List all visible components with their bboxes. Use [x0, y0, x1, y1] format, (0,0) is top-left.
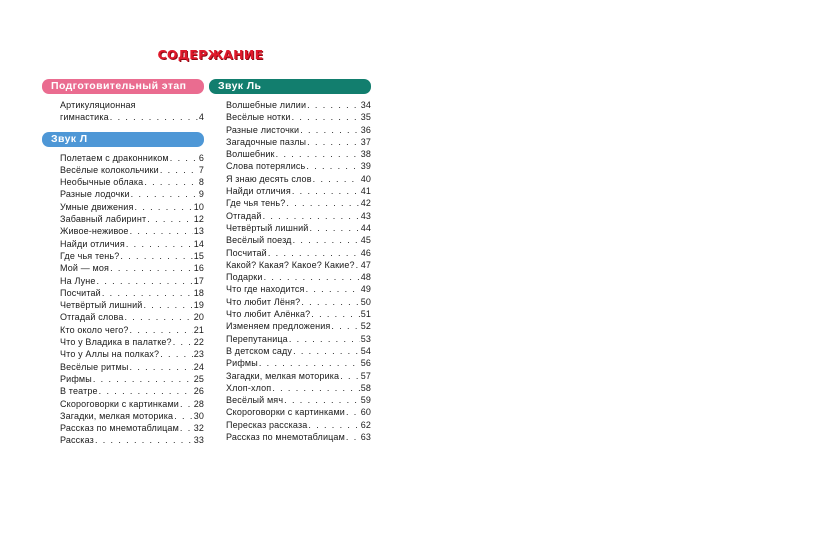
dot-leader	[307, 136, 360, 148]
dot-leader	[340, 370, 359, 382]
toc-entry-title: Весёлый поезд	[226, 235, 292, 246]
toc-entry-page: 37	[360, 136, 371, 147]
section-header-sound-l-soft[interactable]: Звук Ль	[209, 79, 371, 94]
toc-entry[interactable]	[226, 259, 371, 271]
dot-leader	[135, 201, 193, 213]
toc-entry[interactable]	[60, 287, 204, 299]
toc-entry[interactable]	[60, 398, 204, 410]
dot-leader	[95, 434, 193, 446]
toc-entry-page: 28	[193, 398, 204, 409]
toc-entry[interactable]	[226, 111, 371, 123]
dot-leader	[147, 213, 192, 225]
dot-leader	[346, 431, 360, 443]
dot-leader	[356, 259, 360, 271]
dot-leader	[125, 311, 193, 323]
toc-entry-page: 15	[193, 250, 204, 261]
toc-entry-title: Что у Владика в палатке?	[60, 337, 172, 348]
toc-entry-title: В детском саду	[226, 345, 293, 356]
toc-entry[interactable]	[60, 373, 204, 385]
toc-entry[interactable]	[226, 222, 371, 234]
toc-entry-title: Что у Аллы на полках?	[60, 349, 160, 360]
toc-entry-title: Весёлые нотки	[226, 112, 291, 123]
page-title: СОДЕРЖАНИЕ	[157, 47, 264, 62]
toc-entry-title: Слова потерялись	[226, 161, 306, 172]
toc-entry[interactable]	[226, 124, 371, 136]
toc-entry-title: Рифмы	[226, 358, 258, 369]
toc-entry[interactable]	[226, 234, 371, 246]
toc-entry-title: Где чья тень?	[60, 250, 120, 261]
dot-leader	[313, 173, 360, 185]
toc-entry-title: Найди отличия	[60, 238, 125, 249]
toc-entry-title: Хлоп-хлоп	[226, 382, 272, 393]
toc-entry-page: 63	[360, 432, 371, 443]
dot-leader	[144, 176, 198, 188]
toc-entry-title: Четвёртый лишний	[60, 300, 143, 311]
toc-entry-page: 48	[360, 272, 371, 283]
toc-entry-page: 35	[360, 112, 371, 123]
toc-entry[interactable]	[226, 197, 371, 209]
toc-entry[interactable]	[60, 385, 204, 397]
toc-entry-title: Отгадай	[226, 210, 262, 221]
toc-entry-title: Мой — моя	[60, 263, 110, 274]
toc-entry[interactable]	[60, 348, 204, 360]
dot-leader	[180, 422, 193, 434]
dot-leader	[180, 398, 193, 410]
dot-leader	[306, 160, 359, 172]
toc-entry[interactable]	[60, 213, 204, 225]
dot-leader	[93, 373, 193, 385]
toc-entry-title: Весёлый мяч	[226, 395, 284, 406]
toc-entry-page: 51	[360, 309, 371, 320]
toc-entry[interactable]	[226, 136, 371, 148]
toc-left-column	[42, 79, 204, 447]
toc-entry-title: Где чья тень?	[226, 198, 286, 209]
toc-entry-page: 14	[193, 238, 204, 249]
toc-entry[interactable]	[60, 225, 204, 237]
toc-entry-page: 34	[360, 100, 371, 110]
toc-entry[interactable]	[60, 250, 204, 262]
toc-entry-page: 24	[193, 361, 204, 372]
dot-leader	[346, 406, 360, 418]
toc-entry[interactable]	[226, 333, 371, 345]
toc-entry-page: 57	[360, 370, 371, 381]
dot-leader	[292, 111, 360, 123]
toc-entry-page: 47	[360, 259, 371, 270]
toc-entry[interactable]	[226, 296, 371, 308]
toc-entry[interactable]	[60, 275, 204, 287]
toc-entry[interactable]	[226, 394, 371, 406]
dot-leader	[173, 336, 193, 348]
toc-entry-title: Какой? Какая? Какое? Какие?	[226, 259, 355, 270]
dot-leader	[143, 299, 192, 311]
toc-entry-page: 42	[360, 198, 371, 209]
toc-entry-page: 62	[360, 419, 371, 430]
toc-entry[interactable]	[226, 370, 371, 382]
dot-leader	[292, 185, 360, 197]
sound-l-soft-entries	[209, 99, 371, 443]
toc-entry-page: 19	[193, 300, 204, 311]
toc-entry[interactable]	[60, 434, 204, 446]
toc-entry-page: 36	[360, 124, 371, 135]
toc-entry-title: Полетаем с драконником	[60, 152, 169, 163]
dot-leader	[307, 99, 360, 111]
toc-entry[interactable]	[60, 176, 204, 188]
toc-entry-title: Загадки, мелкая моторика	[226, 370, 340, 381]
toc-entry[interactable]	[60, 422, 204, 434]
toc-entry-title: Перепутаница	[226, 333, 288, 344]
section-header-sound-l[interactable]: Звук Л	[42, 132, 204, 147]
toc-entry-page: 41	[360, 186, 371, 197]
toc-entry-page: 18	[193, 287, 204, 298]
toc-entry-title: Разные листочки	[226, 124, 300, 135]
toc-entry-title: Посчитай	[226, 247, 267, 258]
dot-leader	[300, 124, 359, 136]
toc-entry-title: Подарки	[226, 272, 263, 283]
dot-leader	[97, 275, 193, 287]
toc-entry[interactable]	[60, 188, 204, 200]
toc-entry-page: 30	[193, 410, 204, 421]
toc-entry-page: 7	[198, 164, 204, 175]
dot-leader	[289, 333, 360, 345]
toc-entry[interactable]	[226, 283, 371, 295]
toc-entry[interactable]	[60, 238, 204, 250]
toc-entry[interactable]	[60, 324, 204, 336]
dot-leader	[272, 382, 359, 394]
toc-entry-page: 6	[198, 152, 204, 163]
toc-entry-page: 22	[193, 337, 204, 348]
dot-leader	[170, 152, 198, 164]
toc-entry-title: Загадочные пазлы	[226, 136, 307, 147]
toc-entry[interactable]	[226, 345, 371, 357]
dot-leader	[309, 222, 359, 234]
toc-entry-page: 8	[198, 177, 204, 188]
toc-entry[interactable]	[60, 262, 204, 274]
toc-entry-title: Кто около чего?	[60, 324, 129, 335]
dot-leader	[268, 247, 360, 259]
toc-entry-page: 60	[360, 407, 371, 418]
dot-leader	[311, 308, 359, 320]
preparation-entries	[42, 99, 204, 124]
toc-entry-title: Разные лодочки	[60, 189, 130, 200]
toc-entry-title: Рассказ по мнемотаблицам	[226, 432, 345, 443]
toc-entry[interactable]	[60, 164, 204, 176]
dot-leader	[160, 164, 198, 176]
toc-entry-page: 21	[193, 324, 204, 335]
toc-entry-title: В театре	[60, 386, 98, 397]
dot-leader	[130, 225, 193, 237]
dot-leader	[130, 361, 193, 373]
toc-entry[interactable]	[226, 320, 371, 332]
toc-entry-page: 4	[198, 112, 204, 123]
toc-entry-page: 13	[193, 226, 204, 237]
toc-entry-title: Посчитай	[60, 287, 101, 298]
toc-entry[interactable]	[60, 299, 204, 311]
toc-entry-page: 16	[193, 263, 204, 274]
toc-entry-title: Волшебные лилии	[226, 100, 307, 110]
toc-entry[interactable]	[226, 357, 371, 369]
dot-leader	[331, 320, 359, 332]
toc-entry[interactable]	[60, 336, 204, 348]
toc-entry[interactable]	[226, 247, 371, 259]
toc-entry-title-line: Артикуляционная	[60, 100, 136, 110]
toc-entry-title: Рассказ по мнемотаблицам	[60, 423, 179, 434]
dot-leader	[264, 271, 360, 283]
toc-entry[interactable]	[60, 361, 204, 373]
toc-entry-title: Весёлые колокольчики	[60, 164, 159, 175]
toc-entry-page: 52	[360, 321, 371, 332]
dot-leader	[263, 210, 360, 222]
dot-leader	[99, 385, 193, 397]
toc-entry-page: 32	[193, 423, 204, 434]
dot-leader	[174, 410, 192, 422]
dot-leader	[131, 188, 198, 200]
toc-entry-page: 10	[193, 201, 204, 212]
toc-right-column	[209, 79, 371, 443]
toc-entry-title: Скороговорки с картинками	[226, 407, 345, 418]
toc-entry-page: 26	[193, 386, 204, 397]
toc-entry[interactable]	[226, 173, 371, 185]
toc-entry[interactable]	[226, 308, 371, 320]
dot-leader	[126, 238, 193, 250]
toc-entry-title: Изменяем предложения	[226, 321, 331, 332]
dot-leader	[306, 283, 360, 295]
toc-entry-page: 9	[198, 189, 204, 200]
toc-entry-page: 43	[360, 210, 371, 221]
toc-entry-title: Рифмы	[60, 373, 92, 384]
toc-entry-title: Найди отличия	[226, 186, 291, 197]
dot-leader	[293, 345, 360, 357]
toc-entry[interactable]	[226, 148, 371, 160]
toc-entry[interactable]	[60, 410, 204, 422]
toc-entry-page: 39	[360, 161, 371, 172]
toc-entry[interactable]	[226, 271, 371, 283]
toc-entry-title: Что где находится	[226, 284, 305, 295]
toc-entry-page: 54	[360, 345, 371, 356]
toc-entry-page: 59	[360, 395, 371, 406]
toc-entry[interactable]	[226, 99, 371, 111]
dot-leader	[259, 357, 360, 369]
toc-entry[interactable]	[60, 152, 204, 164]
toc-entry-title: Отгадай слова	[60, 312, 124, 323]
toc-entry-title: Рассказ	[60, 435, 94, 446]
dot-leader	[160, 348, 192, 360]
toc-entry-page: 58	[360, 382, 371, 393]
toc-entry-title: Живое-неживое	[60, 226, 129, 237]
toc-entry-page: 33	[193, 435, 204, 446]
sound-l-entries	[42, 152, 204, 447]
dot-leader	[110, 111, 198, 123]
dot-leader	[293, 234, 360, 246]
toc-entry[interactable]	[60, 111, 204, 123]
toc-entry-title: Весёлые ритмы	[60, 361, 129, 372]
toc-entry-title: гимнастика	[60, 112, 109, 123]
section-header-preparation[interactable]: Подготовительный этап	[42, 79, 204, 94]
toc-entry-title: Волшебник	[226, 149, 275, 160]
dot-leader	[284, 394, 360, 406]
dot-leader	[102, 287, 193, 299]
dot-leader	[276, 148, 360, 160]
toc-entry[interactable]	[226, 210, 371, 222]
toc-entry-page: 46	[360, 247, 371, 258]
toc-entry-page: 17	[193, 275, 204, 286]
toc-entry-page: 53	[360, 333, 371, 344]
toc-entry-page: 23	[193, 349, 204, 360]
toc-entry[interactable]	[60, 311, 204, 323]
toc-entry-title: Что любит Лёня?	[226, 296, 301, 307]
toc-entry-title: Забавный лабиринт	[60, 214, 147, 225]
toc-entry-page: 50	[360, 296, 371, 307]
dot-leader	[120, 250, 192, 262]
toc-entry-title: Загадки, мелкая моторика	[60, 410, 174, 421]
toc-entry[interactable]	[226, 406, 371, 418]
toc-entry-title: Я знаю десять слов	[226, 173, 312, 184]
toc-entry-page: 45	[360, 235, 371, 246]
dot-leader	[308, 419, 359, 431]
toc-entry[interactable]	[226, 431, 371, 443]
toc-entry-title: Скороговорки с картинками	[60, 398, 179, 409]
toc-entry-title: Четвёртый лишний	[226, 222, 309, 233]
dot-leader	[110, 262, 193, 274]
toc-entry-title: На Луне	[60, 275, 96, 286]
toc-entry[interactable]	[226, 419, 371, 431]
toc-entry[interactable]	[226, 185, 371, 197]
toc-entry-page: 25	[193, 373, 204, 384]
toc-entry-page: 44	[360, 222, 371, 233]
dot-leader	[286, 197, 359, 209]
toc-entry-page: 12	[193, 214, 204, 225]
toc-entry-page: 40	[360, 173, 371, 184]
toc-entry-page: 56	[360, 358, 371, 369]
toc-entry-title: Что любит Алёнка?	[226, 309, 311, 320]
toc-entry-page: 20	[193, 312, 204, 323]
toc-entry[interactable]	[226, 382, 371, 394]
dot-leader	[301, 296, 359, 308]
toc-entry-title: Необычные облака	[60, 177, 144, 188]
toc-entry-title: Умные движения	[60, 201, 134, 212]
dot-leader	[130, 324, 193, 336]
toc-entry[interactable]	[60, 201, 204, 213]
toc-entry-page: 38	[360, 149, 371, 160]
toc-entry-title: Пересказ рассказа	[226, 419, 308, 430]
toc-entry-page: 49	[360, 284, 371, 295]
toc-entry[interactable]	[226, 160, 371, 172]
